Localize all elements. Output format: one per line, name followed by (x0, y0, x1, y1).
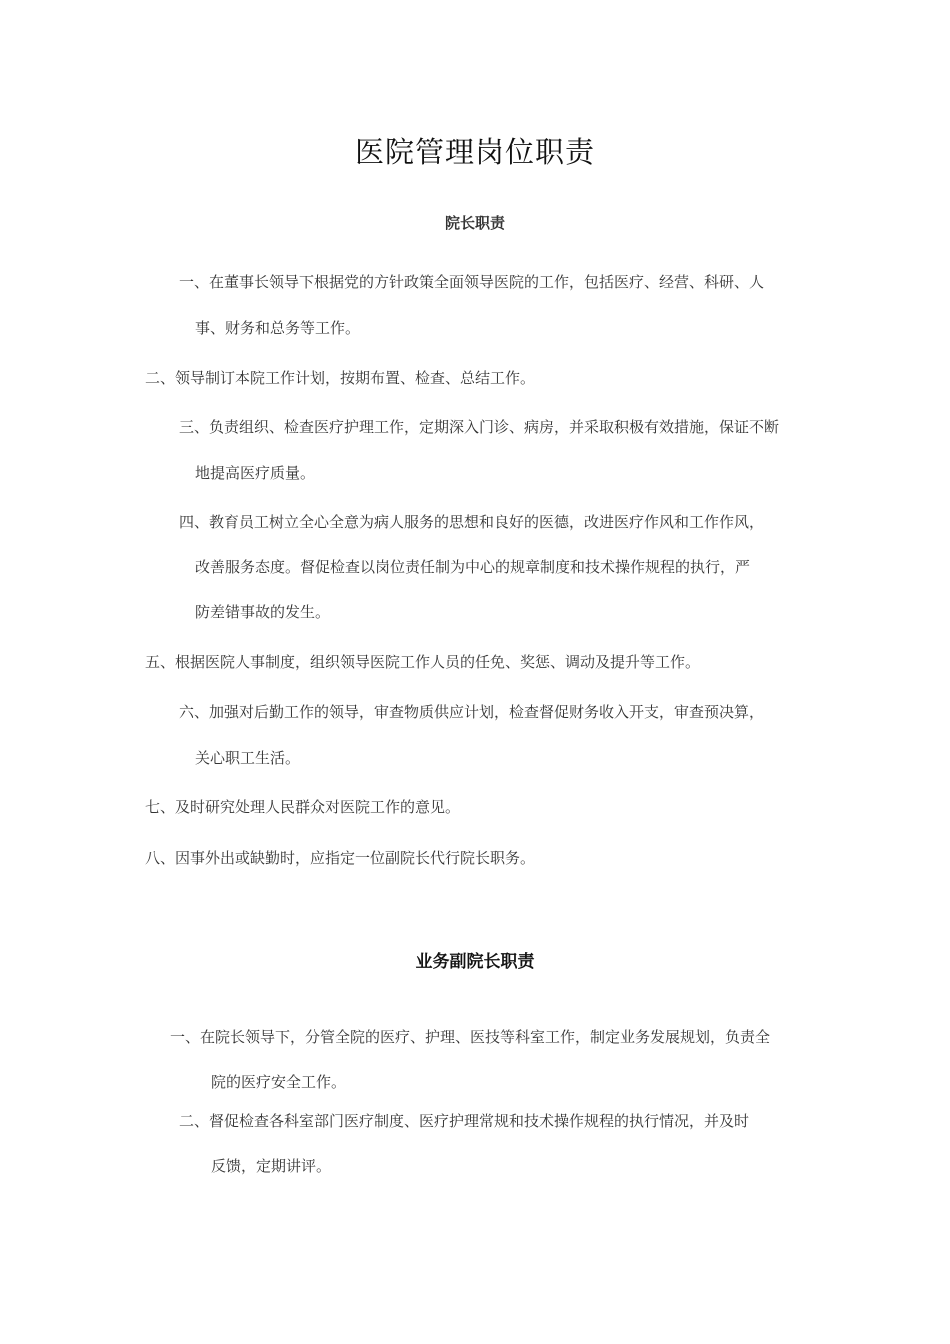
list-item-continuation: 关心职工生活。 (195, 749, 301, 767)
list-item: 七、及时研究处理人民群众对医院工作的意见。 (145, 798, 461, 816)
section-heading-vice-president: 业务副院长职责 (415, 952, 535, 972)
list-item-continuation: 院的医疗安全工作。 (211, 1073, 347, 1091)
list-item-continuation: 事、财务和总务等工作。 (195, 319, 361, 337)
list-item: 一、在董事长领导下根据党的方针政策全面领导医院的工作，包括医疗、经营、科研、人 (179, 273, 765, 291)
list-item-continuation: 改善服务态度。督促检查以岗位责任制为中心的规章制度和技术操作规程的执行，严 (195, 558, 751, 576)
list-item: 四、教育员工树立全心全意为病人服务的思想和良好的医德，改进医疗作风和工作作风， (179, 513, 765, 531)
list-item-continuation: 反馈，定期讲评。 (211, 1157, 332, 1175)
list-item: 二、领导制订本院工作计划，按期布置、检查、总结工作。 (145, 369, 536, 387)
list-item: 五、根据医院人事制度，组织领导医院工作人员的任免、奖惩、调动及提升等工作。 (145, 653, 701, 671)
list-item: 二、督促检查各科室部门医疗制度、医疗护理常规和技术操作规程的执行情况，并及时 (179, 1112, 750, 1130)
section-heading-president: 院长职责 (444, 214, 505, 232)
list-item: 八、因事外出或缺勤时，应指定一位副院长代行院长职务。 (145, 849, 536, 867)
list-item: 六、加强对后勤工作的领导，审查物质供应计划，检查督促财务收入开支，审查预决算， (179, 703, 765, 721)
list-item-continuation: 防差错事故的发生。 (195, 603, 331, 621)
list-item: 一、在院长领导下，分管全院的医疗、护理、医技等科室工作，制定业务发展规划，负责全 (170, 1028, 771, 1046)
list-item: 三、负责组织、检查医疗护理工作，定期深入门诊、病房，并采取积极有效措施，保证不断 (179, 418, 780, 436)
document-title: 医院管理岗位职责 (354, 135, 595, 169)
list-item-continuation: 地提高医疗质量。 (195, 464, 316, 482)
